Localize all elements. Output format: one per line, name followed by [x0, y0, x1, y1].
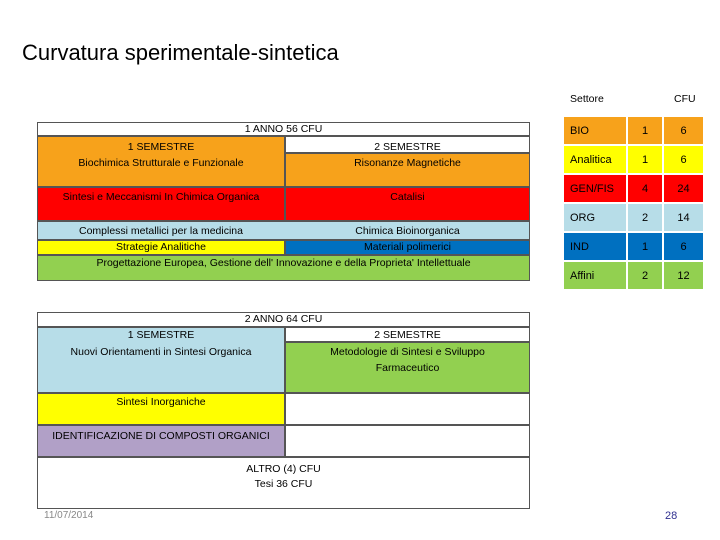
table-row [563, 174, 704, 203]
year1-sem2-label: 2 SEMESTRE [374, 141, 441, 153]
year2-row1-right-line2: Farmaceutico [375, 362, 440, 374]
year2-sem1-label: 1 SEMESTRE [127, 329, 195, 341]
year1-row1-left: Biochimica Strutturale e Funzionale [78, 157, 244, 169]
year1-row1-right: Risonanze Magnetiche [354, 157, 461, 169]
table-cell-settore: BIO [563, 116, 627, 145]
slide-title: Curvatura sperimentale-sintetica [22, 40, 339, 65]
table-row [563, 261, 704, 290]
table-cell-cfu: 24 [663, 174, 704, 203]
year2-row1-left: Nuovi Orientamenti in Sintesi Organica [70, 346, 252, 358]
table-cell-cfu: 6 [663, 232, 704, 261]
year1-row3-right: Chimica Bioinorganica [355, 225, 460, 237]
year1-row4-right: Materiali polimerici [364, 241, 451, 253]
table-header-settore: Settore [570, 93, 604, 105]
table-cell-settore: Affini [563, 261, 627, 290]
table-cell-count: 2 [627, 203, 663, 232]
other-line2: Tesi 36 CFU [254, 478, 313, 490]
year1-row4-left: Strategie Analitiche [116, 241, 206, 253]
table-cell-count: 1 [627, 116, 663, 145]
footer-date: 11/07/2014 [44, 510, 94, 521]
table-cell-count: 1 [627, 145, 663, 174]
year1-row2-right: Catalisi [390, 191, 425, 203]
table-cell-settore: IND [563, 232, 627, 261]
year2-row3-right-box [285, 425, 530, 457]
year1-row3-left: Complessi metallici per la medicina [79, 225, 243, 237]
table-cell-cfu: 14 [663, 203, 704, 232]
year1-header: 1 ANNO 56 CFU [244, 123, 323, 135]
year1-row2-left: Sintesi e Meccanismi In Chimica Organica [62, 191, 260, 203]
table-cell-cfu: 6 [663, 145, 704, 174]
year2-row1-right-line1: Metodologie di Sintesi e Sviluppo [330, 346, 485, 358]
table-cell-settore: Analitica [563, 145, 627, 174]
year2-row3-left: IDENTIFICAZIONE DI COMPOSTI ORGANICI [52, 430, 270, 442]
table-header-cfu: CFU [674, 93, 696, 105]
year2-header: 2 ANNO 64 CFU [244, 313, 323, 325]
table-cell-settore: ORG [563, 203, 627, 232]
table-row [563, 203, 704, 232]
table-cell-count: 2 [627, 261, 663, 290]
table-cell-cfu: 12 [663, 261, 704, 290]
table-cell-count: 1 [627, 232, 663, 261]
table-cell-count: 4 [627, 174, 663, 203]
page-number: 28 [665, 510, 678, 522]
table-cell-cfu: 6 [663, 116, 704, 145]
other-line1: ALTRO (4) CFU [246, 463, 321, 475]
year1-sem1-label: 1 SEMESTRE [127, 141, 195, 153]
table-cell-settore: GEN/FIS [563, 174, 627, 203]
year2-row2-left: Sintesi Inorganiche [116, 396, 206, 408]
year2-sem2-label: 2 SEMESTRE [374, 329, 441, 341]
table-row [563, 232, 704, 261]
table-row [563, 145, 704, 174]
year2-row2-right-box [285, 393, 530, 425]
table-row [563, 116, 704, 145]
year1-row5: Progettazione Europea, Gestione dell' Innovazione e della Proprieta' Intellettuale [96, 257, 471, 269]
